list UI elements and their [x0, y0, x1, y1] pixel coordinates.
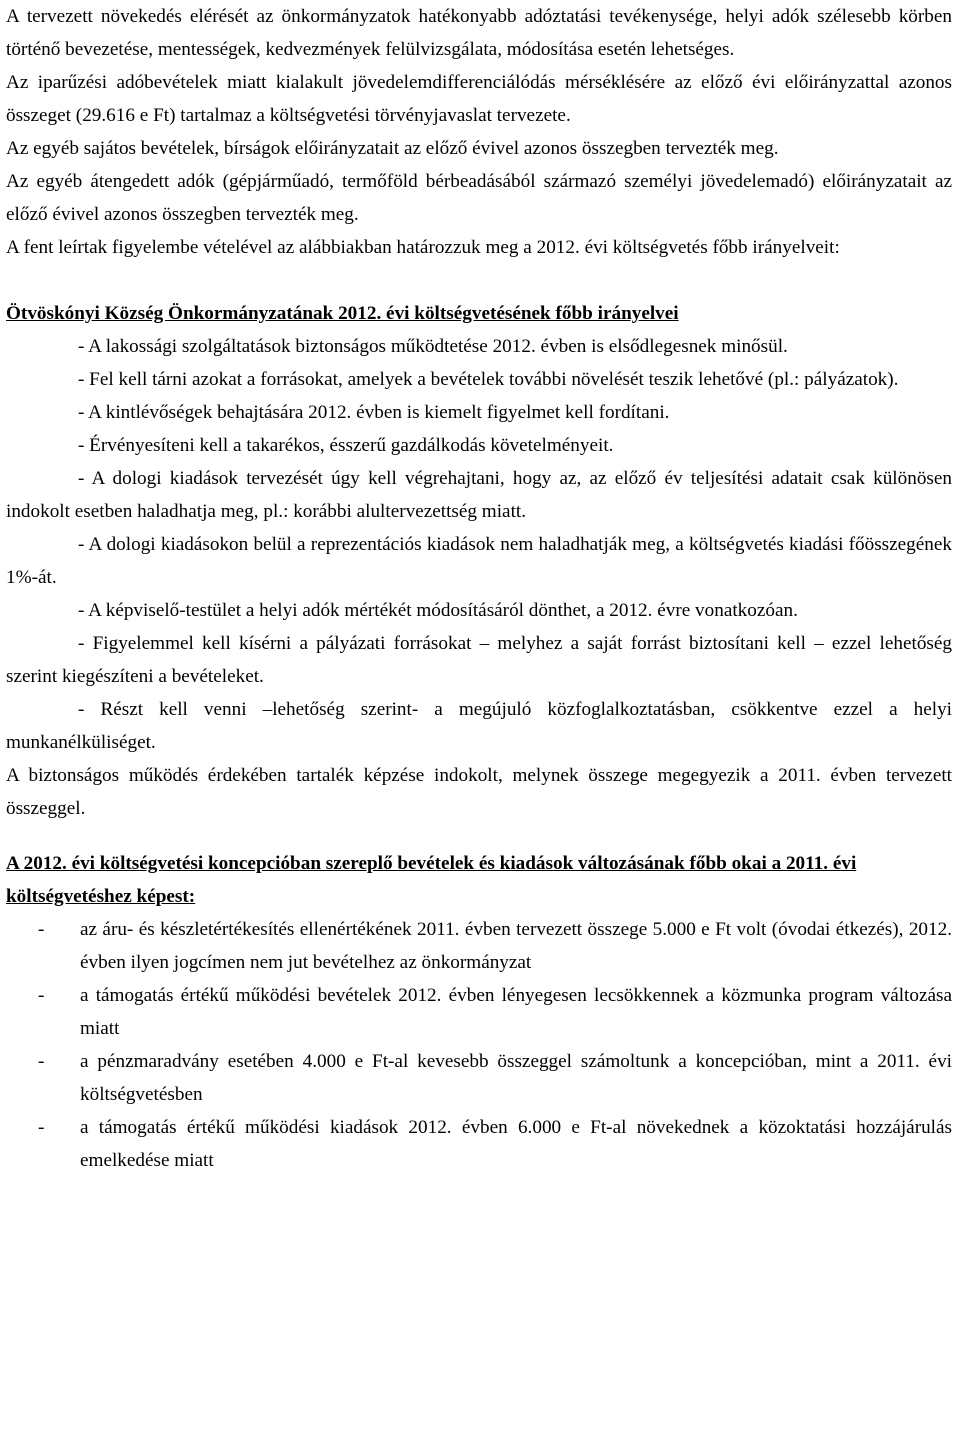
guideline-item: - Érvényesíteni kell a takarékos, ésszerű gazdálkodás követelményeit.	[78, 435, 614, 456]
intro-paragraph: Az egyéb átengedett adók (gépjárműadó, termőföld bérbeadásából származó személyi jövedelemadó) előirányzatait az előző évivel azonos összegben tervezték meg.	[6, 171, 952, 225]
list-item	[6, 913, 952, 979]
intro-paragraph: A fent leírtak figyelembe vételével az alábbiakban határozzuk meg a 2012. évi költségvetés főbb irányelveit:	[6, 237, 840, 258]
spacer	[6, 264, 952, 297]
guideline-item: - A dologi kiadások tervezését úgy kell végrehajtani, hogy az, az előző év teljesítési adatait csak különösen indokolt esetben haladhatja meg, pl.: korábbi alultervezettség miatt.	[6, 468, 952, 522]
intro-paragraph: A tervezett növekedés elérését az önkormányzatok hatékonyabb adóztatási tevékenysége, helyi adók szélesebb körben történő bevezetése, mentességek, kedvezmények felülvizsgálata, módosítása esetén lehetséges.	[6, 6, 952, 60]
dash-bullet: -	[38, 1117, 45, 1138]
spacer	[6, 825, 952, 847]
intro-paragraph: Az iparűzési adóbevételek miatt kialakult jövedelemdifferenciálódás mérséklésére az előző évi előirányzattal azonos összeget (29.616 e Ft) tartalmaz a költségvetési törvényjavaslat tervezete.	[6, 72, 952, 126]
dash-bullet: -	[38, 1051, 45, 1072]
section-heading-changes: A 2012. évi költségvetési koncepcióban szereplő bevételek és kiadások változásának főbb okai a 2011. évi költségvetéshez képest:	[6, 853, 857, 907]
list-item	[6, 1045, 952, 1111]
section-heading-guidelines: Ötvöskónyi Község Önkormányzatának 2012. évi költségvetésének főbb irányelvei	[6, 303, 679, 324]
guideline-item: - A képviselő-testület a helyi adók mértékét módosításáról dönthet, a 2012. évre vonatkozóan.	[78, 600, 798, 621]
dash-bullet: -	[38, 985, 45, 1006]
list-item-text: a támogatás értékű működési kiadások 2012. évben 6.000 e Ft-al növekednek a közoktatási hozzájárulás emelkedése miatt	[80, 1117, 952, 1171]
list-item-text: az áru- és készletértékesítés ellenértékének 2011. évben tervezett összege 5.000 e Ft volt (óvodai étkezés), 2012. évben ilyen jogcímen nem jut bevételhez az önkormányzat	[80, 919, 952, 973]
list-item	[6, 1111, 952, 1177]
guideline-item: - A kintlévőségek behajtására 2012. évben is kiemelt figyelmet kell fordítani.	[78, 402, 670, 423]
changes-list	[6, 913, 952, 1177]
guideline-item: - A dologi kiadásokon belül a reprezentációs kiadások nem haladhatják meg, a költségvetés kiadási főösszegének 1%-át.	[6, 534, 952, 588]
list-item	[6, 979, 952, 1045]
guideline-item: - Részt kell venni –lehetőség szerint- a megújuló közfoglalkoztatásban, csökkentve ezzel a helyi munkanélküliséget.	[6, 699, 952, 753]
guideline-item: - A lakossági szolgáltatások biztonságos működtetése 2012. évben is elsődlegesnek minősül.	[78, 336, 788, 357]
guideline-item: - Figyelemmel kell kísérni a pályázati forrásokat – melyhez a saját forrást biztosítani kell – ezzel lehetőség szerint kiegészíteni a bevételeket.	[6, 633, 952, 687]
guideline-item: - Fel kell tárni azokat a forrásokat, amelyek a bevételek további növelését teszik lehetővé (pl.: pályázatok).	[78, 369, 899, 390]
dash-bullet: -	[38, 919, 45, 940]
reserve-paragraph: A biztonságos működés érdekében tartalék képzése indokolt, melynek összege megegyezik a 2011. évben tervezett összeggel.	[6, 765, 952, 819]
list-item-text: a támogatás értékű működési bevételek 2012. évben lényegesen lecsökkennek a közmunka program változása miatt	[80, 985, 952, 1039]
list-item-text: a pénzmaradvány esetében 4.000 e Ft-al kevesebb összeggel számoltunk a koncepcióban, mint a 2011. évi költségvetésben	[80, 1051, 952, 1105]
intro-paragraph: Az egyéb sajátos bevételek, bírságok előirányzatait az előző évivel azonos összegben tervezték meg.	[6, 138, 779, 159]
